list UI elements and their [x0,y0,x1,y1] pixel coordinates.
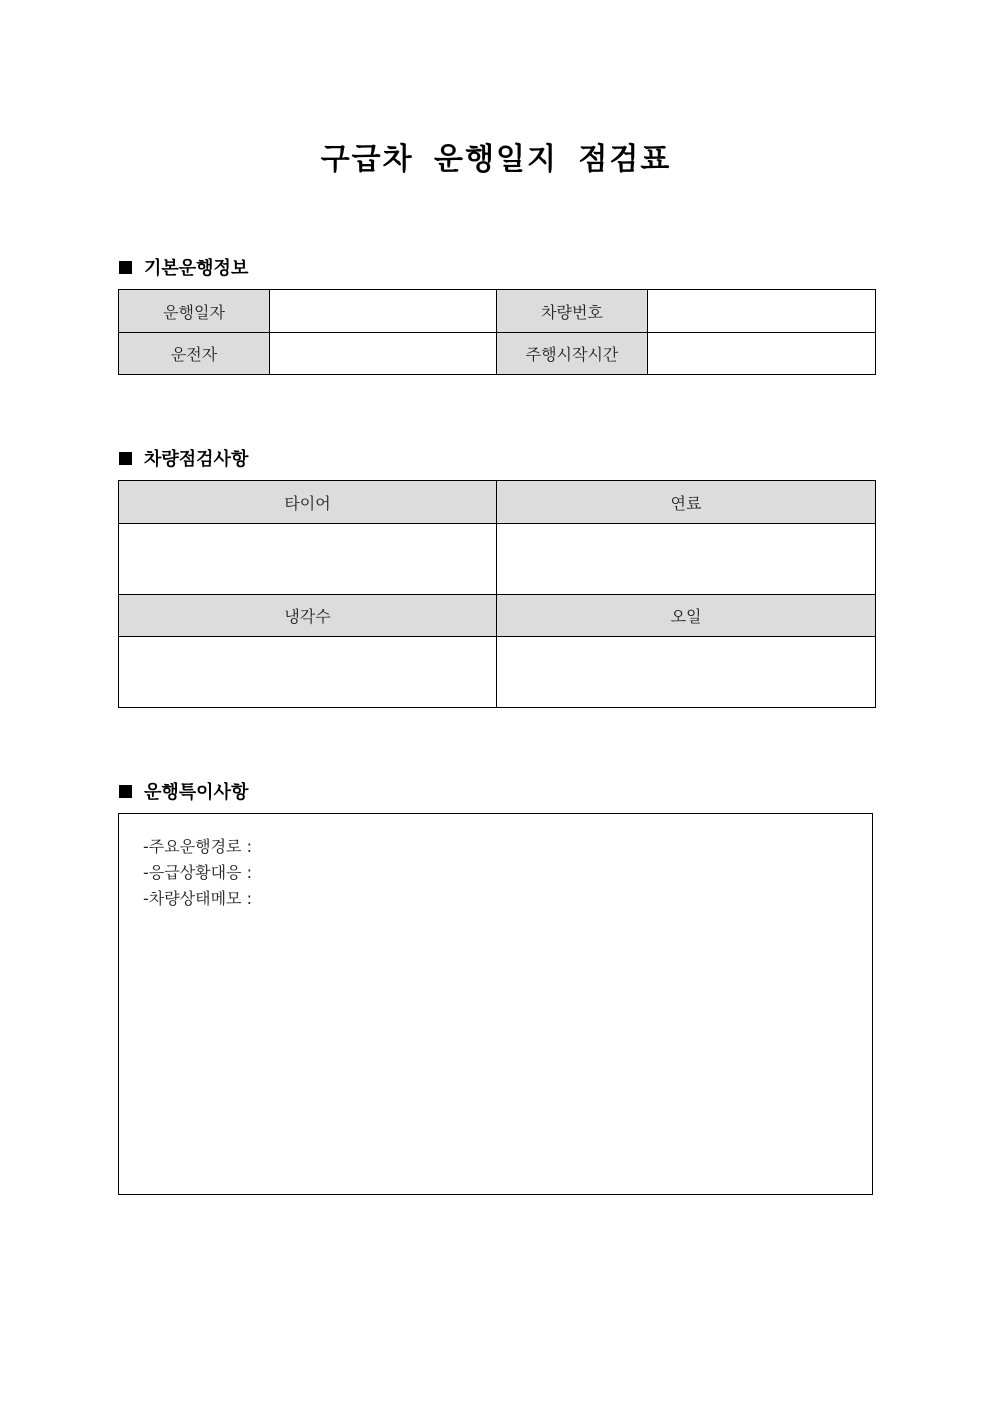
section-heading-text: 기본운행정보 [144,258,249,279]
note-main-route: -주요운행경로 : [143,837,252,856]
drive-date-field[interactable] [270,290,497,333]
section-heading-text: 차량점검사항 [144,449,249,470]
section-heading-basic [119,254,248,280]
vehicle-number-field[interactable] [648,290,876,333]
label-tire: 타이어 [119,481,497,524]
inspection-table [118,480,876,708]
label-oil: 오일 [497,595,876,637]
section-heading-notes [119,778,248,804]
page-title: 구급차 운행일지 점검표 [320,142,672,177]
notes-box[interactable] [118,813,873,1195]
oil-field[interactable] [497,637,876,708]
label-vehicle-number: 차량번호 [497,290,648,333]
label-start-time: 주행시작시간 [497,333,648,375]
table-row [119,290,876,333]
section-heading-inspection [119,445,248,471]
table-row [119,595,876,637]
table-row [119,524,876,595]
square-bullet-icon [119,452,132,465]
note-emergency-response: -응급상황대응 : [143,863,252,882]
label-drive-date: 운행일자 [119,290,270,333]
table-row [119,481,876,524]
square-bullet-icon [119,261,132,274]
note-vehicle-status: -차량상태메모 : [143,889,252,908]
table-row [119,637,876,708]
coolant-field[interactable] [119,637,497,708]
square-bullet-icon [119,785,132,798]
basic-info-table [118,289,876,375]
driver-field[interactable] [270,333,497,375]
section-heading-text: 운행특이사항 [144,782,249,803]
table-row [119,333,876,375]
start-time-field[interactable] [648,333,876,375]
tire-field[interactable] [119,524,497,595]
fuel-field[interactable] [497,524,876,595]
label-driver: 운전자 [119,333,270,375]
label-fuel: 연료 [497,481,876,524]
label-coolant: 냉각수 [119,595,497,637]
